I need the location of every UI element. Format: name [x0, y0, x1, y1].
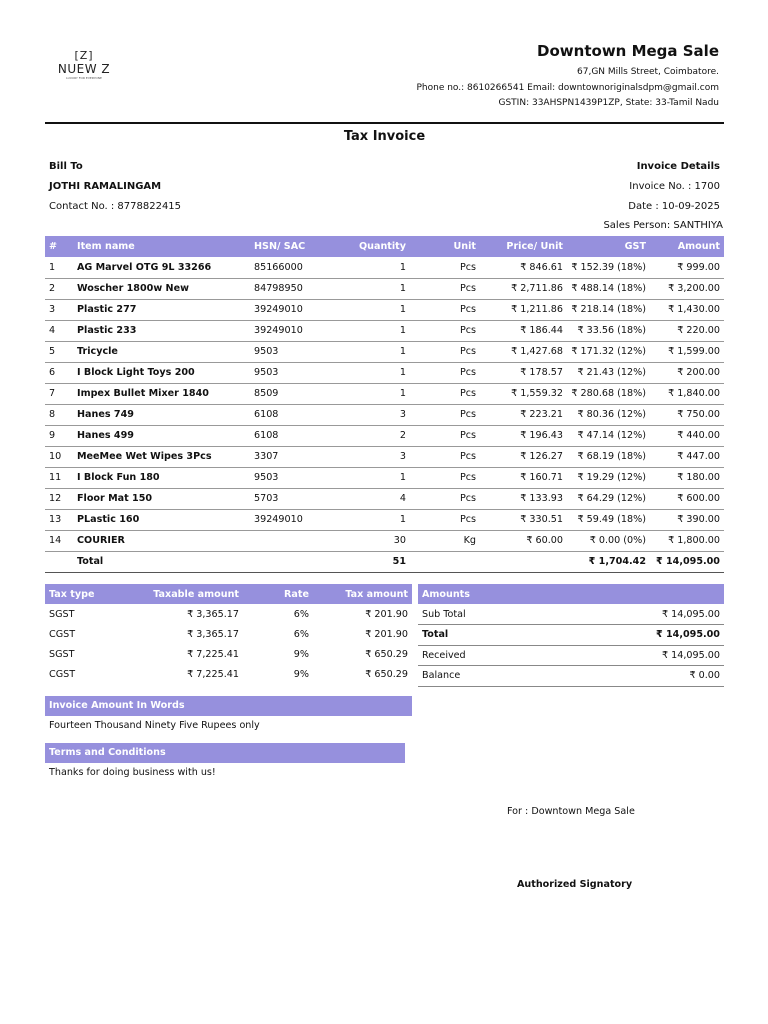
- amount-cell: ₹ 1,599.00: [650, 341, 724, 362]
- total-gst-cell: ₹ 1,704.42: [567, 551, 650, 572]
- item-name-cell: COURIER: [73, 530, 250, 551]
- quantity-cell: 1: [332, 467, 410, 488]
- amount-cell: ₹ 1,800.00: [650, 530, 724, 551]
- tax-row: [45, 664, 412, 684]
- gst-cell: ₹ 68.19 (18%): [567, 446, 650, 467]
- hsn-code-cell: 9503: [250, 362, 332, 383]
- table-row: [45, 341, 724, 362]
- items-header-row: [45, 236, 724, 257]
- for-company-line: For : Downtown Mega Sale: [507, 806, 635, 817]
- total-label-cell: Total: [73, 551, 250, 572]
- tax-rate-cell: 6%: [293, 628, 309, 640]
- company-contact: Phone no.: 8610266541 Email: downtownoriginalsdpm@gmail.com: [416, 82, 719, 93]
- hsn-code-cell: 85166000: [250, 257, 332, 278]
- subtotal-label: Sub Total: [418, 604, 546, 625]
- quantity-cell: 2: [332, 425, 410, 446]
- unit-cell: Pcs: [410, 320, 480, 341]
- total-label: Total: [418, 625, 546, 646]
- item-name-cell: I Block Light Toys 200: [73, 362, 250, 383]
- logo-name: NUEW Z: [57, 62, 111, 76]
- gst-cell: ₹ 21.43 (12%): [567, 362, 650, 383]
- table-row: [45, 488, 724, 509]
- tax-type-cell: SGST: [49, 608, 75, 620]
- amount-in-words-heading: Invoice Amount In Words: [45, 696, 412, 716]
- amount-cell: ₹ 750.00: [650, 404, 724, 425]
- amounts-table: [418, 584, 724, 687]
- tax-row: [45, 644, 412, 664]
- quantity-cell: 1: [332, 299, 410, 320]
- empty-cell: [410, 551, 480, 572]
- gst-cell: ₹ 280.68 (18%): [567, 383, 650, 404]
- column-header: Amount: [650, 236, 724, 257]
- gst-cell: ₹ 0.00 (0%): [567, 530, 650, 551]
- unit-cell: Pcs: [410, 341, 480, 362]
- item-name-cell: Impex Bullet Mixer 1840: [73, 383, 250, 404]
- row-index-cell: 12: [45, 488, 73, 509]
- bill-to-label: Bill To: [49, 161, 83, 172]
- column-header: Tax amount: [313, 584, 412, 604]
- column-header: Unit: [410, 236, 480, 257]
- unit-price-cell: ₹ 196.43: [480, 425, 567, 446]
- tax-amount-cell: ₹ 650.29: [365, 668, 408, 680]
- total-amount-cell: ₹ 14,095.00: [650, 551, 724, 572]
- invoice-number: Invoice No. : 1700: [629, 181, 720, 192]
- table-row: [45, 299, 724, 320]
- hsn-code-cell: 3307: [250, 446, 332, 467]
- quantity-cell: 1: [332, 383, 410, 404]
- terms-text: Thanks for doing business with us!: [49, 767, 216, 778]
- hsn-code-cell: [250, 530, 332, 551]
- unit-price-cell: ₹ 223.21: [480, 404, 567, 425]
- amount-cell: ₹ 447.00: [650, 446, 724, 467]
- gst-cell: ₹ 218.14 (18%): [567, 299, 650, 320]
- column-header: Tax type: [45, 584, 125, 604]
- unit-price-cell: ₹ 2,711.86: [480, 278, 567, 299]
- unit-cell: Pcs: [410, 404, 480, 425]
- hsn-code-cell: 39249010: [250, 320, 332, 341]
- unit-cell: Kg: [410, 530, 480, 551]
- bill-to-section: [49, 160, 181, 214]
- tax-header-row: [45, 584, 412, 604]
- table-row: [45, 278, 724, 299]
- table-row: [45, 530, 724, 551]
- total-row: [418, 625, 724, 646]
- column-header: Price/ Unit: [480, 236, 567, 257]
- total-quantity-cell: 51: [332, 551, 410, 572]
- item-name-cell: AG Marvel OTG 9L 33266: [73, 257, 250, 278]
- table-row: [45, 467, 724, 488]
- taxable-amount-cell: ₹ 3,365.17: [187, 608, 239, 620]
- tax-summary-table: [45, 584, 412, 684]
- row-index-cell: 3: [45, 299, 73, 320]
- amount-cell: ₹ 440.00: [650, 425, 724, 446]
- tax-row: [45, 624, 412, 644]
- column-header: Taxable amount: [125, 584, 243, 604]
- taxable-amount-cell: ₹ 7,225.41: [187, 668, 239, 680]
- sales-person: Sales Person: SANTHIYA: [603, 220, 723, 231]
- unit-cell: Pcs: [410, 257, 480, 278]
- invoice-date: Date : 10-09-2025: [628, 201, 720, 212]
- gst-cell: ₹ 171.32 (12%): [567, 341, 650, 362]
- items-table: [45, 236, 724, 573]
- table-row: [45, 362, 724, 383]
- taxable-amount-cell: ₹ 7,225.41: [187, 648, 239, 660]
- amounts-heading: Amounts: [418, 584, 724, 604]
- tax-type-cell: SGST: [49, 648, 75, 660]
- empty-cell: [480, 551, 567, 572]
- gst-cell: ₹ 80.36 (12%): [567, 404, 650, 425]
- authorized-signatory: Authorized Signatory: [517, 879, 633, 890]
- balance-value: ₹ 0.00: [546, 666, 724, 687]
- hsn-code-cell: 9503: [250, 467, 332, 488]
- gst-cell: ₹ 152.39 (18%): [567, 257, 650, 278]
- item-name-cell: PLastic 160: [73, 509, 250, 530]
- tax-amount-cell: ₹ 201.90: [365, 628, 408, 640]
- row-index-cell: 14: [45, 530, 73, 551]
- item-name-cell: Hanes 499: [73, 425, 250, 446]
- company-name: Downtown Mega Sale: [537, 42, 719, 60]
- terms-heading: Terms and Conditions: [45, 743, 405, 763]
- row-index-cell: 6: [45, 362, 73, 383]
- empty-cell: [45, 551, 73, 572]
- hsn-code-cell: 6108: [250, 425, 332, 446]
- table-row: [45, 320, 724, 341]
- header-divider: [45, 122, 724, 124]
- column-header: GST: [567, 236, 650, 257]
- column-header: Item name: [73, 236, 250, 257]
- received-value: ₹ 14,095.00: [546, 645, 724, 666]
- company-address: 67,GN Mills Street, Coimbatore.: [577, 67, 719, 77]
- gst-cell: ₹ 33.56 (18%): [567, 320, 650, 341]
- table-row: [45, 383, 724, 404]
- balance-label: Balance: [418, 666, 546, 687]
- quantity-cell: 1: [332, 278, 410, 299]
- row-index-cell: 13: [45, 509, 73, 530]
- amount-cell: ₹ 1,840.00: [650, 383, 724, 404]
- company-info: [416, 42, 719, 112]
- row-index-cell: 5: [45, 341, 73, 362]
- unit-cell: Pcs: [410, 488, 480, 509]
- unit-cell: Pcs: [410, 278, 480, 299]
- tax-type-cell: CGST: [49, 628, 76, 640]
- amount-cell: ₹ 220.00: [650, 320, 724, 341]
- amount-cell: ₹ 600.00: [650, 488, 724, 509]
- table-row: [45, 509, 724, 530]
- gst-cell: ₹ 64.29 (12%): [567, 488, 650, 509]
- received-row: [418, 645, 724, 666]
- amount-cell: ₹ 200.00: [650, 362, 724, 383]
- quantity-cell: 3: [332, 446, 410, 467]
- tax-amount-cell: ₹ 650.29: [365, 648, 408, 660]
- row-index-cell: 1: [45, 257, 73, 278]
- tax-rate-cell: 9%: [293, 648, 309, 660]
- unit-cell: Pcs: [410, 362, 480, 383]
- unit-cell: Pcs: [410, 509, 480, 530]
- column-header: Rate: [243, 584, 313, 604]
- logo-tagline: LUXURY FOR EVERYONE: [66, 76, 102, 80]
- item-name-cell: Woscher 1800w New: [73, 278, 250, 299]
- quantity-cell: 30: [332, 530, 410, 551]
- amount-cell: ₹ 999.00: [650, 257, 724, 278]
- tax-type-cell: CGST: [49, 668, 76, 680]
- item-name-cell: Hanes 749: [73, 404, 250, 425]
- column-header: Quantity: [332, 236, 410, 257]
- quantity-cell: 1: [332, 362, 410, 383]
- table-row: [45, 425, 724, 446]
- company-logo: [52, 50, 116, 96]
- quantity-cell: 3: [332, 404, 410, 425]
- unit-price-cell: ₹ 126.27: [480, 446, 567, 467]
- column-header: #: [45, 236, 73, 257]
- items-total-row: [45, 551, 724, 572]
- unit-price-cell: ₹ 1,211.86: [480, 299, 567, 320]
- company-gstin: GSTIN: 33AHSPN1439P1ZP, State: 33-Tamil Nadu: [498, 98, 719, 108]
- quantity-cell: 4: [332, 488, 410, 509]
- item-name-cell: Plastic 277: [73, 299, 250, 320]
- amount-cell: ₹ 390.00: [650, 509, 724, 530]
- logo-mark: [Z]: [74, 49, 94, 62]
- hsn-code-cell: 5703: [250, 488, 332, 509]
- gst-cell: ₹ 488.14 (18%): [567, 278, 650, 299]
- amount-cell: ₹ 3,200.00: [650, 278, 724, 299]
- row-index-cell: 9: [45, 425, 73, 446]
- item-name-cell: Tricycle: [73, 341, 250, 362]
- row-index-cell: 2: [45, 278, 73, 299]
- customer-contact: Contact No. : 8778822415: [49, 201, 182, 212]
- amount-cell: ₹ 1,430.00: [650, 299, 724, 320]
- hsn-code-cell: 8509: [250, 383, 332, 404]
- hsn-code-cell: 9503: [250, 341, 332, 362]
- subtotal-row: [418, 604, 724, 625]
- amount-cell: ₹ 180.00: [650, 467, 724, 488]
- unit-cell: Pcs: [410, 425, 480, 446]
- document-title: Tax Invoice: [343, 129, 426, 144]
- quantity-cell: 1: [332, 320, 410, 341]
- unit-cell: Pcs: [410, 467, 480, 488]
- tax-rate-cell: 9%: [293, 668, 309, 680]
- item-name-cell: MeeMee Wet Wipes 3Pcs: [73, 446, 250, 467]
- invoice-details-section: [603, 160, 723, 233]
- total-value: ₹ 14,095.00: [546, 625, 724, 646]
- hsn-code-cell: 84798950: [250, 278, 332, 299]
- unit-price-cell: ₹ 1,559.32: [480, 383, 567, 404]
- table-row: [45, 257, 724, 278]
- item-name-cell: Plastic 233: [73, 320, 250, 341]
- unit-price-cell: ₹ 133.93: [480, 488, 567, 509]
- row-index-cell: 8: [45, 404, 73, 425]
- tax-amount-cell: ₹ 201.90: [365, 608, 408, 620]
- row-index-cell: 10: [45, 446, 73, 467]
- unit-price-cell: ₹ 186.44: [480, 320, 567, 341]
- unit-price-cell: ₹ 330.51: [480, 509, 567, 530]
- row-index-cell: 4: [45, 320, 73, 341]
- taxable-amount-cell: ₹ 3,365.17: [187, 628, 239, 640]
- row-index-cell: 11: [45, 467, 73, 488]
- hsn-code-cell: 39249010: [250, 509, 332, 530]
- empty-cell: [250, 551, 332, 572]
- gst-cell: ₹ 59.49 (18%): [567, 509, 650, 530]
- tax-row: [45, 604, 412, 624]
- subtotal-value: ₹ 14,095.00: [546, 604, 724, 625]
- item-name-cell: Floor Mat 150: [73, 488, 250, 509]
- item-name-cell: I Block Fun 180: [73, 467, 250, 488]
- column-header: HSN/ SAC: [250, 236, 332, 257]
- unit-price-cell: ₹ 160.71: [480, 467, 567, 488]
- invoice-details-heading: Invoice Details: [636, 161, 720, 172]
- tax-rate-cell: 6%: [293, 608, 309, 620]
- hsn-code-cell: 6108: [250, 404, 332, 425]
- unit-price-cell: ₹ 846.61: [480, 257, 567, 278]
- table-row: [45, 404, 724, 425]
- table-row: [45, 446, 724, 467]
- unit-price-cell: ₹ 178.57: [480, 362, 567, 383]
- balance-row: [418, 666, 724, 687]
- gst-cell: ₹ 47.14 (12%): [567, 425, 650, 446]
- amount-in-words-text: Fourteen Thousand Ninety Five Rupees only: [49, 720, 260, 731]
- received-label: Received: [418, 645, 546, 666]
- gst-cell: ₹ 19.29 (12%): [567, 467, 650, 488]
- quantity-cell: 1: [332, 509, 410, 530]
- unit-cell: Pcs: [410, 383, 480, 404]
- unit-price-cell: ₹ 1,427.68: [480, 341, 567, 362]
- customer-name: JOTHI RAMALINGAM: [49, 181, 162, 192]
- unit-cell: Pcs: [410, 299, 480, 320]
- unit-price-cell: ₹ 60.00: [480, 530, 567, 551]
- quantity-cell: 1: [332, 341, 410, 362]
- row-index-cell: 7: [45, 383, 73, 404]
- quantity-cell: 1: [332, 257, 410, 278]
- unit-cell: Pcs: [410, 446, 480, 467]
- hsn-code-cell: 39249010: [250, 299, 332, 320]
